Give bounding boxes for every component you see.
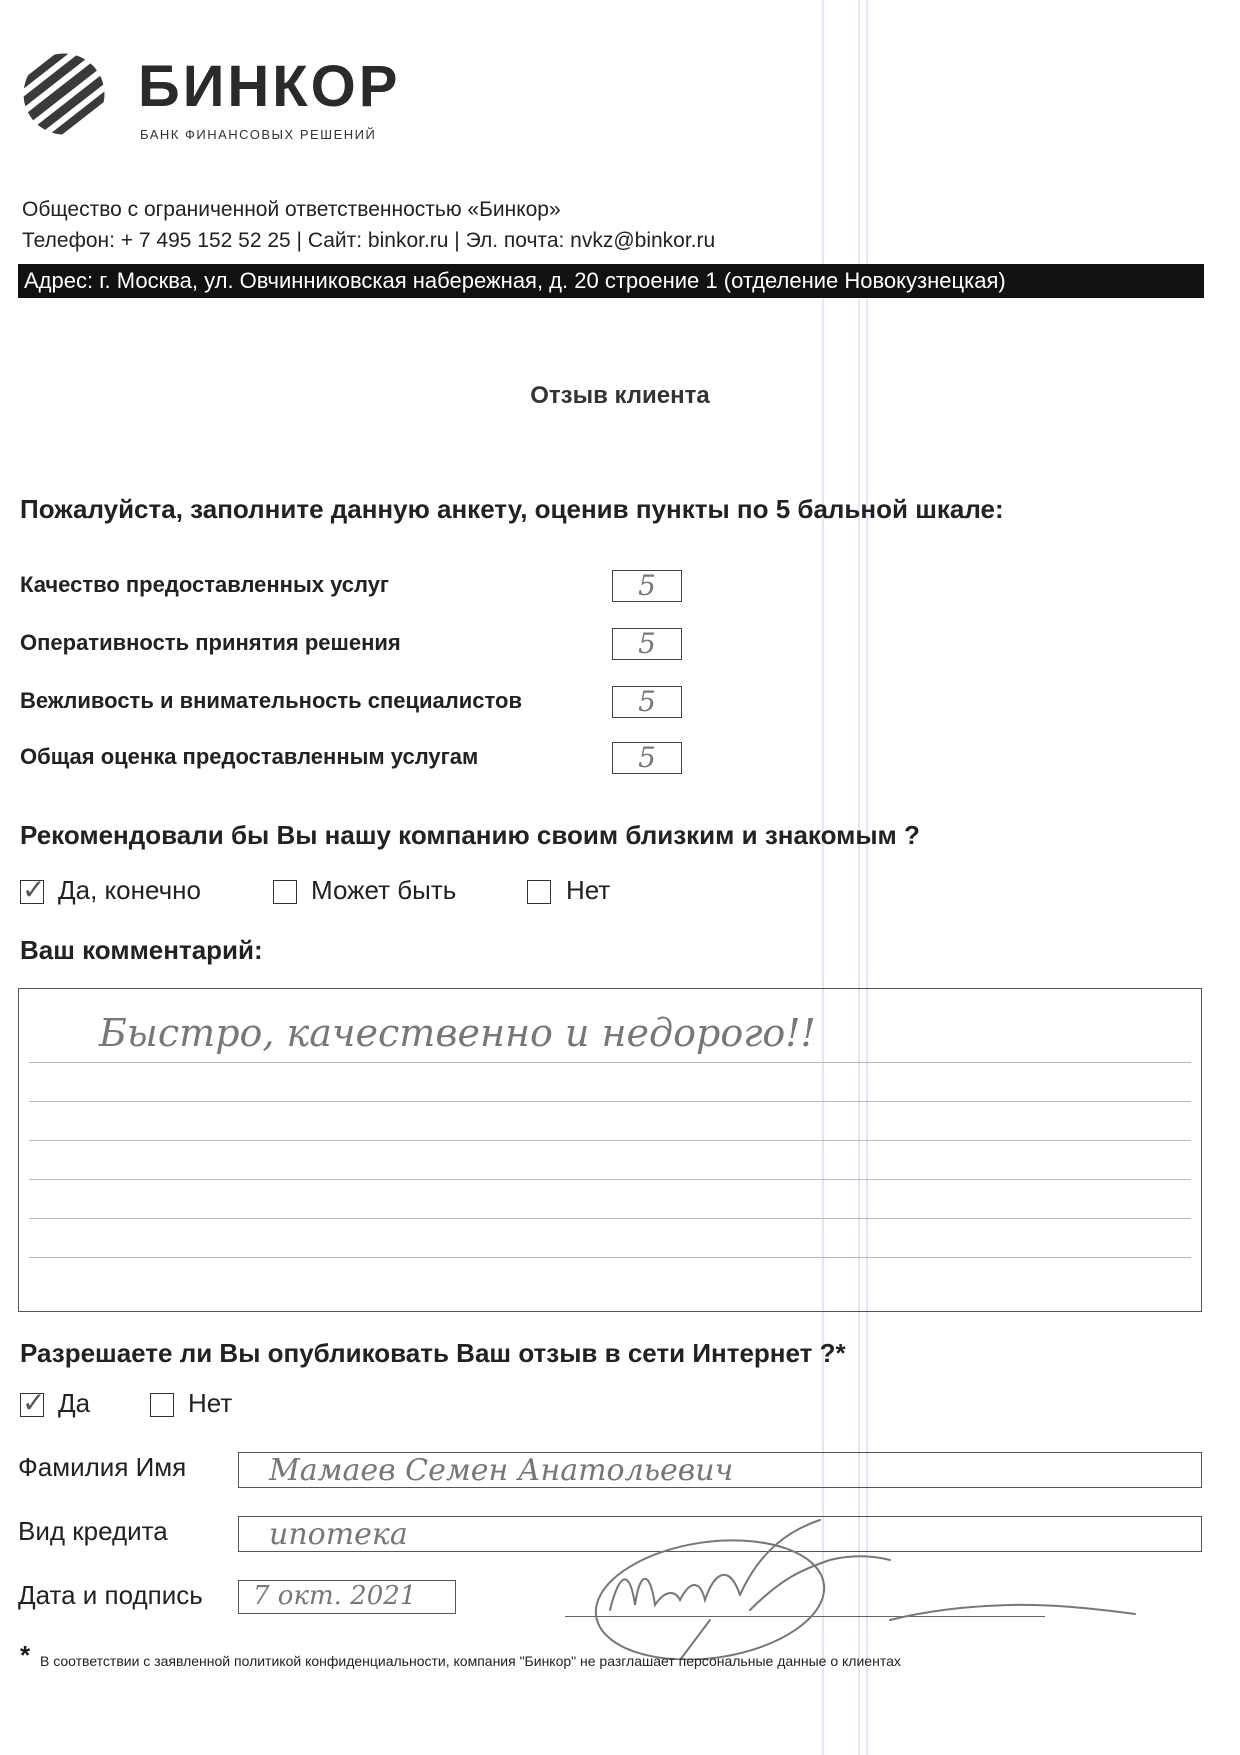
check-mark-icon: ✓ (22, 873, 46, 906)
recommend-maybe-label: Может быть (311, 875, 457, 905)
privacy-footnote: В соответствии с заявленной политикой конфиденциальности, компания "Бинкор" не разглашает персональные данные о клиентах (40, 1653, 901, 1669)
publish-yes-label: Да (58, 1388, 91, 1418)
rating-label-overall: Общая оценка предоставленным услугам (20, 744, 479, 769)
rating-label-politeness: Вежливость и внимательность специалистов (20, 688, 522, 713)
publish-yes-checkbox[interactable] (20, 1386, 46, 1419)
rating-value-speed: 5 (638, 627, 656, 660)
rating-box-quality[interactable] (612, 570, 682, 602)
recommend-no-checkbox[interactable] (527, 880, 551, 904)
publish-question: Разрешаете ли Вы опубликовать Ваш отзыв в сети Интернет ?* (20, 1338, 846, 1368)
rating-box-overall[interactable] (612, 742, 682, 774)
company-address: Адрес: г. Москва, ул. Овчинниковская набережная, д. 20 строение 1 (отделение Новокузнецкая) (24, 268, 1006, 293)
rating-label-quality: Качество предоставленных услуг (20, 572, 390, 597)
footnote-star: * (20, 1640, 31, 1670)
comment-rule (29, 1140, 1191, 1141)
recommend-no-label: Нет (566, 875, 611, 905)
comment-textarea[interactable] (18, 988, 1202, 1312)
logo-tagline: БАНК ФИНАНСОВЫХ РЕШЕНИЙ (140, 127, 377, 142)
rating-box-speed[interactable] (612, 628, 682, 660)
credit-type-value: ипотека (269, 1517, 408, 1552)
comment-rule (29, 1179, 1191, 1180)
rating-value-politeness: 5 (638, 685, 656, 718)
check-mark-icon: ✓ (22, 1386, 46, 1419)
publish-no-label: Нет (188, 1388, 233, 1418)
rating-label-speed: Оперативность принятия решения (20, 630, 401, 655)
publish-no-checkbox[interactable] (150, 1393, 174, 1417)
comment-rule (29, 1218, 1191, 1219)
date-field[interactable] (238, 1580, 456, 1614)
name-value: Мамаев Семен Анатольевич (269, 1453, 734, 1488)
rating-box-politeness[interactable] (612, 686, 682, 718)
comment-label: Ваш комментарий: (20, 935, 263, 965)
rating-value-quality: 5 (638, 569, 656, 602)
recommend-maybe-checkbox[interactable] (273, 880, 297, 904)
name-label: Фамилия Имя (18, 1452, 187, 1482)
name-field[interactable] (238, 1452, 1202, 1488)
rating-prompt: Пожалуйста, заполните данную анкету, оценив пункты по 5 бальной шкале: (20, 494, 1004, 524)
signature-icon[interactable] (590, 1510, 1150, 1660)
binkor-sphere-logo-icon (20, 50, 108, 138)
rating-value-overall: 5 (638, 741, 656, 774)
comment-text: Быстро, качественно и недорого!! (99, 1011, 816, 1055)
form-title: Отзыв клиента (530, 382, 710, 409)
comment-rule (29, 1101, 1191, 1102)
company-contacts: Телефон: + 7 495 152 52 25 | Сайт: binkor.ru | Эл. почта: nvkz@binkor.ru (22, 229, 716, 252)
logo-name: БИНКОР (138, 54, 401, 119)
credit-type-label: Вид кредита (18, 1516, 168, 1546)
date-signature-label: Дата и подпись (18, 1580, 203, 1610)
date-value: 7 окт. 2021 (253, 1581, 417, 1611)
address-bar (18, 264, 1204, 298)
recommend-yes-label: Да, конечно (58, 875, 201, 905)
company-legal-name: Общество с ограниченной ответственностью «Бинкор» (22, 198, 561, 221)
recommend-yes-checkbox[interactable] (20, 873, 46, 906)
comment-rule (29, 1257, 1191, 1258)
recommend-question: Рекомендовали бы Вы нашу компанию своим близким и знакомым ? (20, 820, 920, 850)
comment-rule (29, 1062, 1191, 1063)
